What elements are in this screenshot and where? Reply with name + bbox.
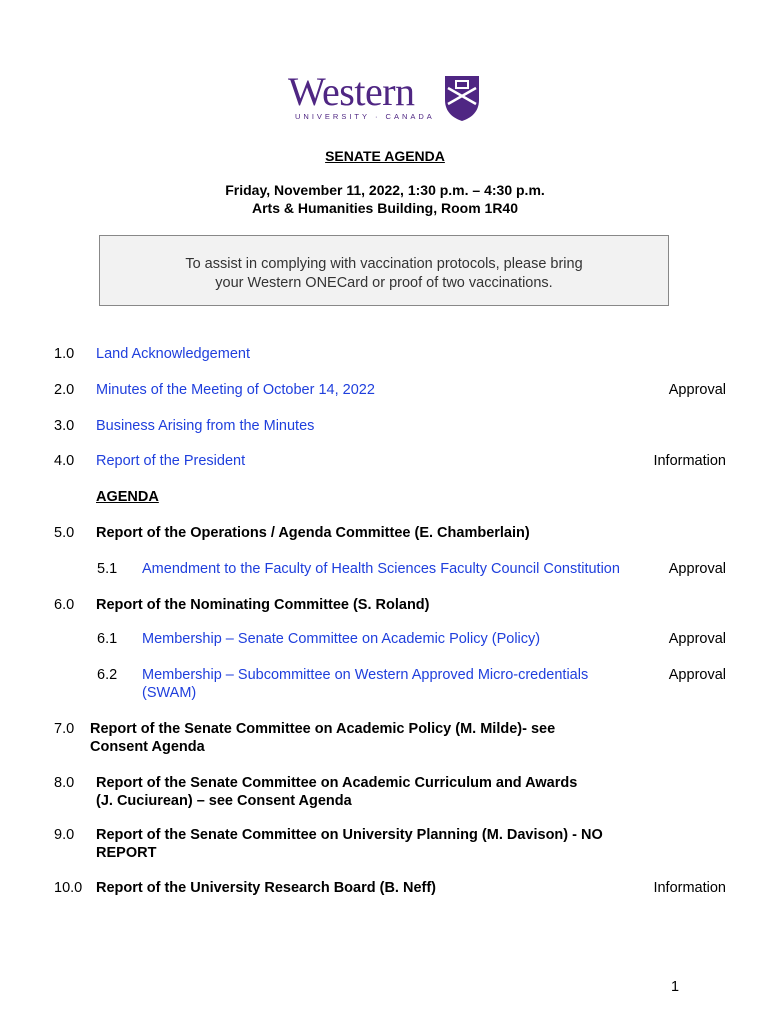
item-action: Information bbox=[653, 880, 726, 896]
item-number: 10.0 bbox=[54, 880, 83, 896]
logo-wordmark: Western bbox=[288, 69, 415, 114]
agenda-heading: AGENDA bbox=[96, 489, 159, 505]
item-number: 3.0 bbox=[54, 418, 75, 434]
item-number: 4.0 bbox=[54, 453, 75, 469]
crest-icon bbox=[443, 74, 481, 122]
item-scaca-report-line2: (J. Cuciurean) – see Consent Agenda bbox=[96, 793, 352, 809]
item-scup-report: Report of the Senate Committee on University Planning (M. Davison) - NO bbox=[96, 827, 603, 843]
item-number: 5.0 bbox=[54, 525, 75, 541]
item-nominating-committee: Report of the Nominating Committee (S. Roland) bbox=[96, 597, 430, 613]
item-operations-committee: Report of the Operations / Agenda Committee (E. Chamberlain) bbox=[96, 525, 530, 541]
item-action: Approval bbox=[668, 667, 726, 683]
item-action: Information bbox=[653, 453, 726, 469]
item-business-arising-link[interactable]: Business Arising from the Minutes bbox=[96, 418, 315, 434]
item-scap-membership-link[interactable]: Membership – Senate Committee on Academic Policy (Policy) bbox=[142, 631, 541, 647]
item-research-board-report: Report of the University Research Board (B. Neff) bbox=[96, 880, 437, 896]
item-scap-report-line2: Consent Agenda bbox=[90, 739, 205, 755]
item-swam-membership-link[interactable]: Membership – Subcommittee on Western Approved Micro-credentials bbox=[142, 667, 589, 683]
item-number: 6.0 bbox=[54, 597, 75, 613]
item-number: 9.0 bbox=[54, 827, 75, 843]
item-number: 1.0 bbox=[54, 346, 75, 362]
meeting-date: Friday, November 11, 2022, 1:30 p.m. – 4:30 p.m. bbox=[225, 182, 545, 198]
notice-line-2: your Western ONECard or proof of two vaccinations. bbox=[215, 275, 553, 291]
item-scap-report: Report of the Senate Committee on Academic Policy (M. Milde)- see bbox=[90, 721, 556, 737]
item-minutes-link[interactable]: Minutes of the Meeting of October 14, 2022 bbox=[96, 382, 375, 398]
item-scup-report-line2: REPORT bbox=[96, 845, 157, 861]
item-fhs-constitution-link[interactable]: Amendment to the Faculty of Health Sciences Faculty Council Constitution bbox=[142, 561, 620, 577]
notice-line-1: To assist in complying with vaccination protocols, please bring bbox=[185, 256, 583, 272]
item-swam-membership-link-line2[interactable]: (SWAM) bbox=[142, 685, 197, 701]
item-president-report-link[interactable]: Report of the President bbox=[96, 453, 246, 469]
item-action: Approval bbox=[668, 631, 726, 647]
sub-item-number: 6.1 bbox=[97, 631, 118, 647]
sub-item-number: 6.2 bbox=[97, 667, 118, 683]
item-scaca-report: Report of the Senate Committee on Academic Curriculum and Awards bbox=[96, 775, 578, 791]
logo-subtitle: UNIVERSITY · CANADA bbox=[295, 112, 435, 121]
item-action: Approval bbox=[668, 382, 726, 398]
sub-item-number: 5.1 bbox=[97, 561, 118, 577]
item-number: 2.0 bbox=[54, 382, 75, 398]
page-title: SENATE AGENDA bbox=[325, 148, 445, 164]
meeting-location: Arts & Humanities Building, Room 1R40 bbox=[251, 200, 519, 216]
item-land-acknowledgement-link[interactable]: Land Acknowledgement bbox=[96, 346, 250, 362]
item-number: 8.0 bbox=[54, 775, 75, 791]
item-action: Approval bbox=[668, 561, 726, 577]
page-number: 1 bbox=[671, 979, 680, 995]
western-logo bbox=[288, 70, 488, 126]
item-number: 7.0 bbox=[54, 721, 75, 737]
vaccination-notice bbox=[99, 235, 669, 306]
